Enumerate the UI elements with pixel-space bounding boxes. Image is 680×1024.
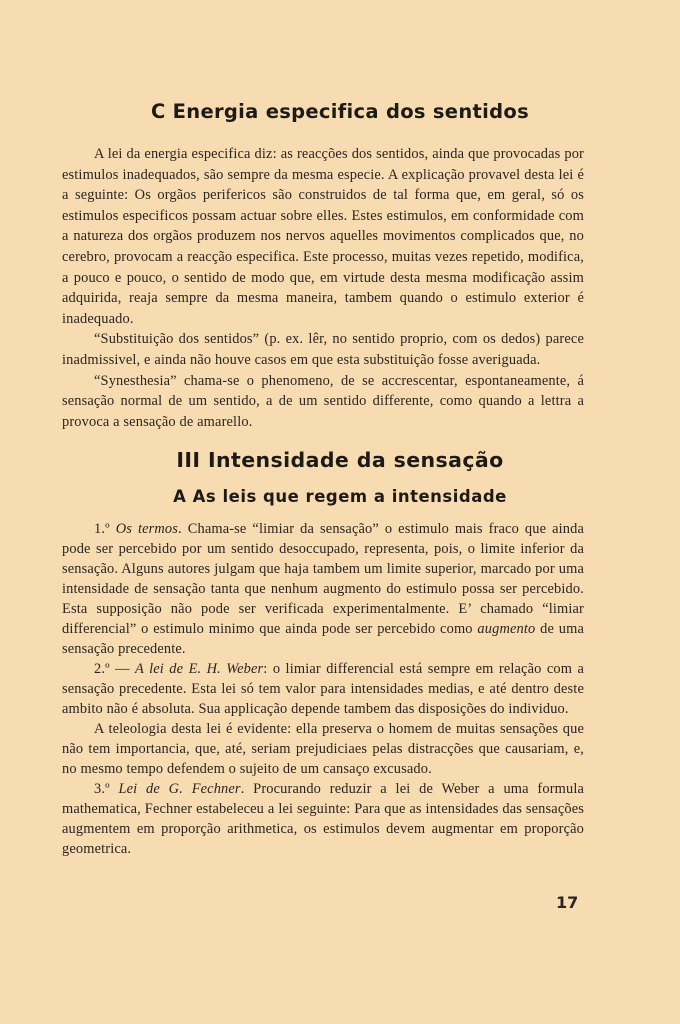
item-dash: — (109, 661, 136, 677)
paragraph-text: de uma sensação precedente. (62, 621, 585, 657)
page-number: 17 (556, 893, 579, 912)
item-title: Os termos (115, 521, 179, 537)
section-iii-heading: III Intensidade da sensação (176, 448, 504, 472)
item-number: 3.º (94, 781, 110, 797)
paragraph-lei-fechner (62, 779, 584, 859)
paragraph-text: . Chama-se “limiar da sensação” o estimulo mais fraco que ainda pode ser percebido por um sentido desoccupado, representa, pois, o limite inferior da sensação. Alguns autores julgam que haja tambem um limite superior, marcado por uma intensidade de sensação tanta que nenhum augmento do estimulo possa ser percebido. Esta supposição não pode ser verificada experimentalmente. E’ chamado “limiar differencial” o estimulo minimo que ainda pode ser percebido como (62, 521, 584, 637)
paragraph-text: : o limiar differencial está sempre em relação com a sensação precedente. Esta lei só tem valor para intensidades medias, e até dentro deste ambito não é absoluta. Sua applicação depende tambem das disposições do individuo. (62, 661, 584, 717)
section-iii-body (62, 519, 584, 859)
paragraph-lei-weber (62, 659, 584, 719)
italic-term: augmento (477, 621, 536, 637)
item-number: 1.º (94, 521, 110, 537)
section-a-subheading: A As leis que regem a intensidade (173, 487, 507, 506)
section-c-body (62, 144, 584, 432)
paragraph-text: . Procurando reduzir a lei de Weber a uma formula mathematica, Fechner estabeleceu a lei seguinte: Para que as intensidades das sensações augmentem em proporção arithmetica, os estimulos devem augmentar em proporção geometrica. (62, 781, 585, 857)
item-number: 2.º (94, 661, 110, 677)
item-title: Lei de G. Fechner (118, 781, 241, 797)
section-c-heading: C Energia especifica dos sentidos (150, 100, 529, 123)
paragraph-teleologia: A teleologia desta lei é evidente: ella preserva o homem de muitas sensações que não tem importancia, que, até, seriam prejudiciaes pelas distracções que causariam, e, no mesmo tempo defendem o sujeito de um cansaço excusado. (62, 721, 584, 777)
paragraph-substituicao-sentidos: “Substituição dos sentidos” (p. ex. lêr, no sentido proprio, com os dedos) parece inadmissivel, e ainda não houve casos em que esta substituição fosse averiguada. (62, 331, 584, 368)
paragraph-energia-especifica: A lei da energia especifica diz: as reacções dos sentidos, ainda que provocadas por estimulos inadequados, são sempre da mesma especie. A explicação provavel desta lei é a seguinte: Os orgãos perifericos são construidos de tal forma que, em geral, só os estimulos especificos possam actuar sobre elles. Estes estimulos, em conformidade com a natureza dos orgãos produzem nos nervos aquelles movimentos complicados que, no cerebro, provocam a reacção especifica. Este processo, muitas vezes repetido, modifica, a pouco e pouco, o sentido de modo que, em virtude desta mesma modificação assim adquirida, reaja sempre da mesma maneira, tambem quando o estimulo exterior é inadequado. (62, 146, 584, 327)
paragraph-os-termos (62, 519, 584, 659)
paragraph-synesthesia: “Synesthesia” chama-se o phenomeno, de se accrescentar, espontaneamente, á sensação normal de um sentido, a de um sentido differente, como quando a lettra a provoca a sensação de amarello. (62, 372, 584, 430)
item-title: A lei de E. H. Weber (135, 661, 264, 677)
